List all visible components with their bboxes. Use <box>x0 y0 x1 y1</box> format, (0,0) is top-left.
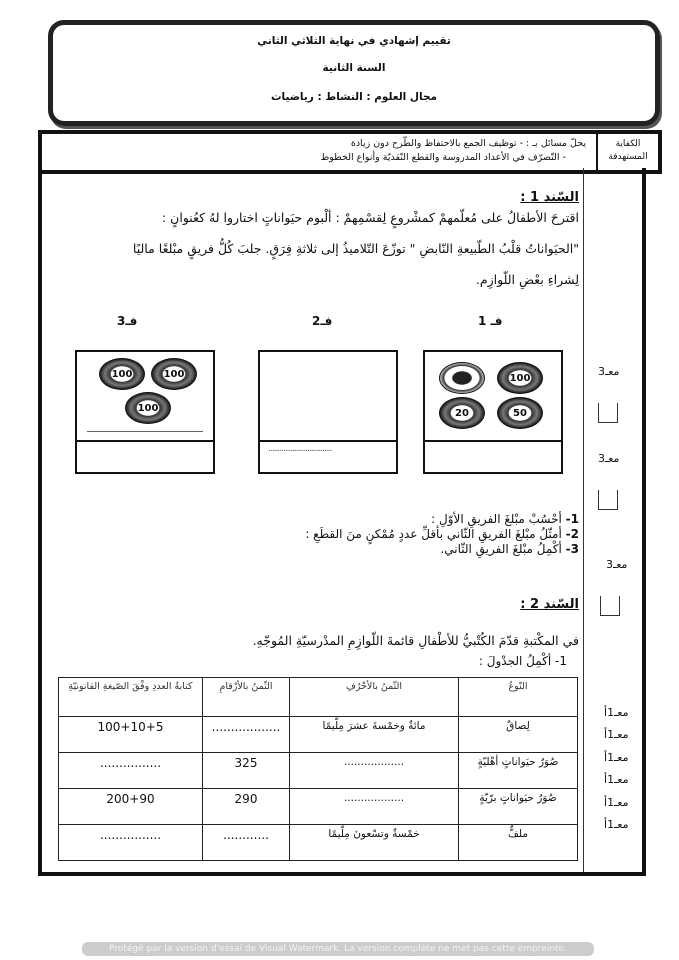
cell-type: لِصاقٌ <box>459 717 578 753</box>
criteria-label-line: المستهدفة <box>608 152 648 162</box>
header-box <box>48 20 660 126</box>
score-box[interactable] <box>600 596 620 616</box>
cell-price-digits: 325 <box>203 753 290 789</box>
section2-title: السّند 2 : <box>520 597 579 612</box>
criterion-mark: معـ1أ <box>604 706 629 719</box>
cell-type: ملفٌّ <box>459 825 578 861</box>
criterion-mark: معـ3 <box>606 558 628 571</box>
coin-50: 50 <box>497 397 543 429</box>
table-row <box>59 789 578 825</box>
cell-type: صُوَرُ حيَواناتٍ أهْليّةٍ <box>459 753 578 789</box>
coin-100: 100 <box>151 358 197 390</box>
cell-price-words[interactable]: .................. <box>290 789 459 825</box>
table-row <box>59 717 578 753</box>
coin-20: 20 <box>439 397 485 429</box>
table-row <box>59 825 578 861</box>
criteria-text <box>320 137 586 165</box>
col-header-price-words: الثّمنُ بالأحْرُفِ <box>290 678 459 717</box>
cell-expanded-form: 200+90 <box>59 789 203 825</box>
criteria-line: - التّصرّف في الأعداد المدروسة والقطع النّقديّة وأنواع الخطوط <box>320 152 566 163</box>
domain-label: مجال العلوم : النشاط : رياضيات <box>270 91 438 103</box>
criterion-mark: معـ1أ <box>604 751 629 764</box>
supplies-table <box>58 677 578 861</box>
table-header-row <box>59 678 578 717</box>
side-column-divider <box>583 168 584 872</box>
coin-emblem-icon <box>439 362 485 394</box>
cell-price-words: مائةٌ وخمْسةَ عشرَ مِلّيمًا <box>290 717 459 753</box>
col-header-type: النّوعُ <box>459 678 578 717</box>
team2-box <box>258 350 398 474</box>
section1-line: "الحيَواناتُ قلْبُ الطّبيعةِ النّابضِ " توزّعَ التّلاميذُ إلى ثلاثةِ فِرَقٍ. جلبَ كُلُّ فريقٍ مبْلغًا ماليًا <box>132 241 579 256</box>
cell-price-words: خمْسةٌ وتسْعونَ مِلّيمًا <box>290 825 459 861</box>
criterion-mark: معـ3 <box>598 452 620 465</box>
question-number: 2- <box>565 527 579 541</box>
section1-questions <box>179 512 579 557</box>
question-text: أمثّلُ مبْلغَ الفريقِ الثّاني بأقلِّ عددٍ مُمْكنٍ منَ القطَعِ : <box>305 527 562 541</box>
exam-title: تقييم إشهادي في نهاية الثلاثي الثاني <box>257 35 451 47</box>
question-3 <box>179 542 579 557</box>
criterion-mark: معـ1أ <box>604 796 629 809</box>
table-row <box>59 753 578 789</box>
question-number: 1- <box>565 512 579 526</box>
criterion-mark: معـ3 <box>598 365 620 378</box>
team1-label: فـ 1 <box>478 314 503 328</box>
section2-instruction: 1- أكْمِلُ الجدْولَ : <box>478 654 567 668</box>
criterion-mark: معـ1أ <box>604 773 629 786</box>
cell-expanded-form: 100+10+5 <box>59 717 203 753</box>
question-text: أكْمِلُ مبْلغَ الفريقِ الثّاني. <box>440 542 562 556</box>
section1-text <box>39 207 579 291</box>
criteria-label <box>596 134 658 170</box>
team1-box <box>423 350 563 474</box>
coin-100: 100 <box>99 358 145 390</box>
col-header-expanded-form: كتابةُ العددِ وفْقَ الصّيغةِ القانونيّةِ <box>59 678 203 717</box>
question-number: 3- <box>565 542 579 556</box>
coin-100: 100 <box>497 362 543 394</box>
grade-label: السنة الثانية <box>322 62 386 74</box>
coin-100: 100 <box>125 392 171 424</box>
cell-type: صُوَرُ حيَواناتٍ برّيّةٍ <box>459 789 578 825</box>
team3-box <box>75 350 215 474</box>
team2-label: فـ2 <box>312 314 333 328</box>
score-box[interactable] <box>598 403 618 423</box>
criterion-mark: معـ1أ <box>604 818 629 831</box>
cell-price-digits[interactable]: ............ <box>203 825 290 861</box>
score-box[interactable] <box>598 490 618 510</box>
criteria-line: يحلّ مسائل بـ : - توظيف الجمع بالاحتفاظ والطّرح دون زيادة <box>350 138 586 149</box>
section2-intro: في المكْتبةِ قدّمَ الكُتْبيُّ للأطْفالِ قائمةَ اللّوازِمِ المدْرسيّةِ المُوجّهِ. <box>252 633 579 648</box>
section1-line: اقترحَ الأطفالُ على مُعلّمهمْ كمشْروعٍ لِقسْمِهمْ : ألْبوم حيَواناتٍ اختاروا لهُ كعُنوانٍ : <box>162 210 579 225</box>
cell-price-digits[interactable]: .................. <box>203 717 290 753</box>
cell-expanded-form[interactable]: ................ <box>59 825 203 861</box>
section1-line: لِشراءِ بعْضِ اللّوازِم. <box>475 272 579 287</box>
question-2 <box>179 527 579 542</box>
team2-answer-field[interactable]: .................................. <box>268 444 332 454</box>
answer-divider <box>425 440 561 442</box>
question-text: أحْسُبْ مبْلغَ الفريقِ الأوّلِ : <box>431 512 562 526</box>
answer-line <box>87 431 203 432</box>
watermark-banner: Protégé par la version d'essai de Visual Watermark. La version complète ne met pas cette empreinte. <box>82 942 594 956</box>
criteria-label-line: الكفاية <box>615 139 641 149</box>
team3-label: فـ3 <box>117 314 138 328</box>
section1-title: السّند 1 : <box>520 190 579 205</box>
criterion-mark: معـ1أ <box>604 728 629 741</box>
question-1 <box>179 512 579 527</box>
cell-expanded-form[interactable]: ................ <box>59 753 203 789</box>
cell-price-digits: 290 <box>203 789 290 825</box>
col-header-price-digits: الثّمنُ بالأرْقامِ <box>203 678 290 717</box>
cell-price-words[interactable]: .................. <box>290 753 459 789</box>
answer-divider <box>260 440 396 442</box>
answer-divider <box>77 440 213 442</box>
